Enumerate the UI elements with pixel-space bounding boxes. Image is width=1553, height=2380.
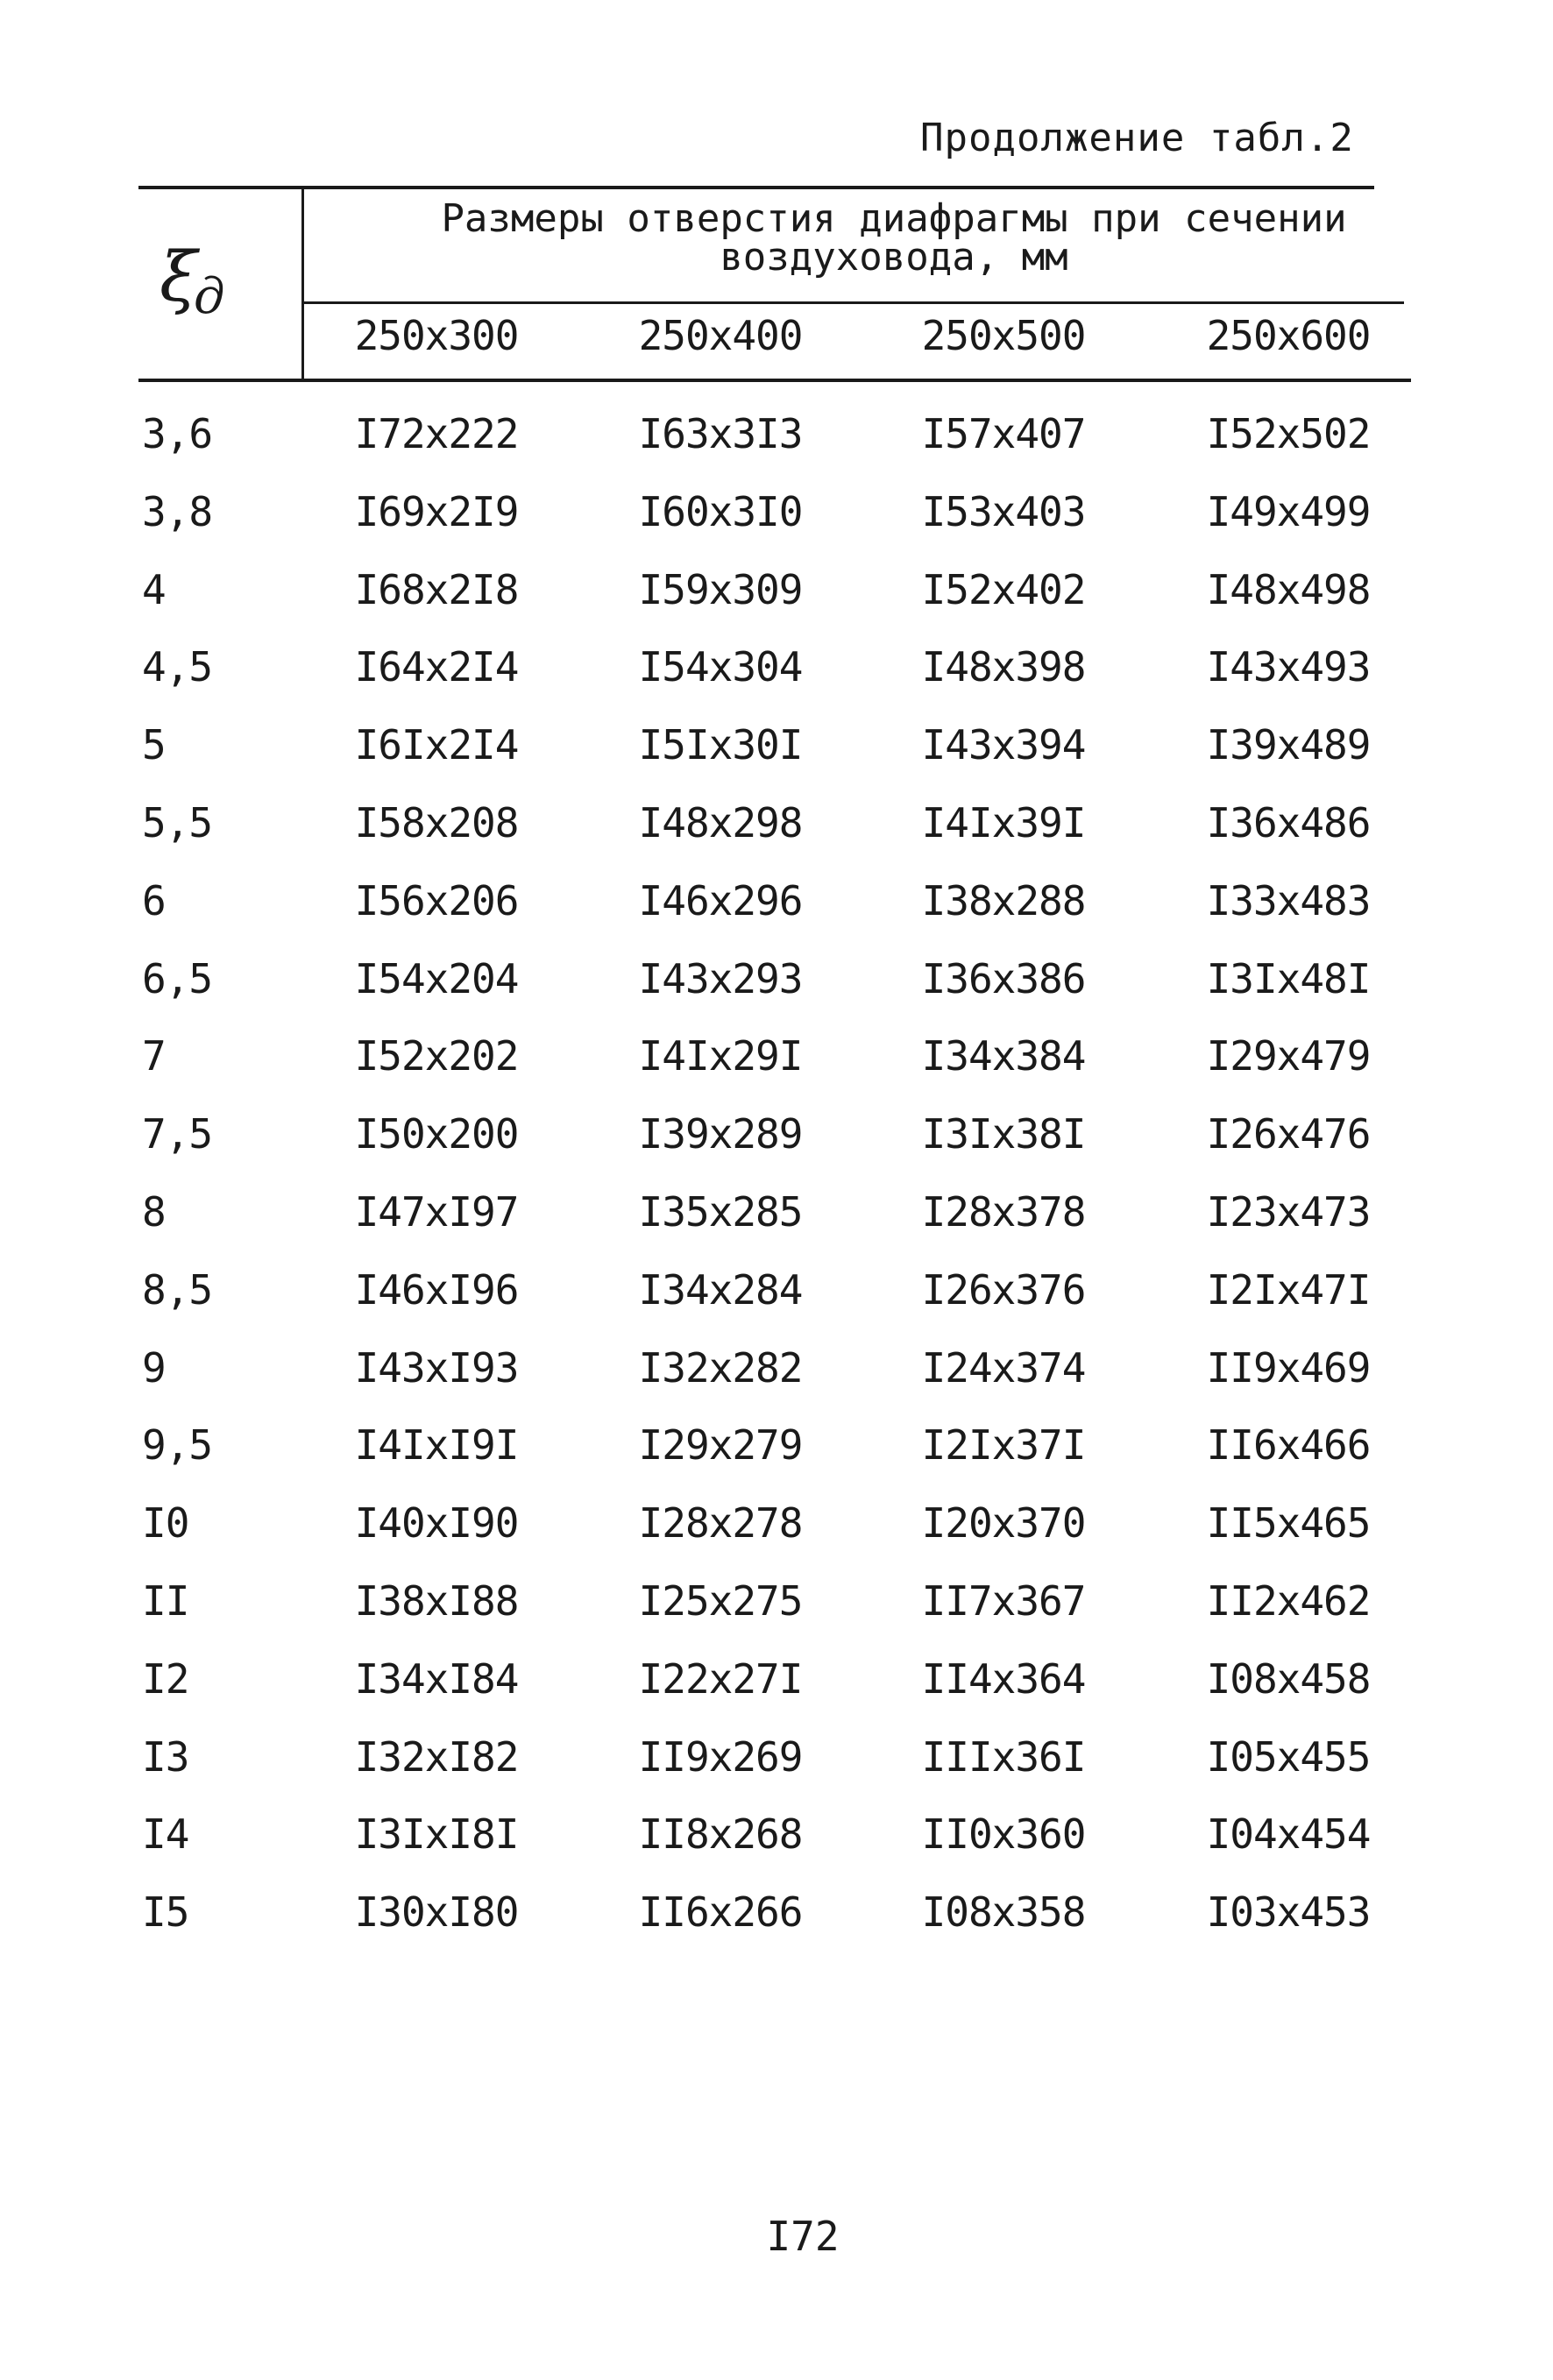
column-group-header-line2: воздуховода, мм [720, 235, 1068, 280]
table-row [0, 1344, 1553, 1422]
row-coefficient: 4 [142, 565, 166, 613]
row-coefficient: 8 [142, 1187, 166, 1236]
table-cell: I36x386 [921, 954, 1086, 1002]
table-cell: I48x398 [921, 643, 1086, 691]
row-coefficient: I3 [142, 1732, 189, 1781]
table-cell: I50x200 [354, 1110, 519, 1158]
table-cell: I64x2I4 [354, 643, 519, 691]
header-bottom-rule [138, 379, 1411, 382]
table-cell: I28x278 [638, 1499, 803, 1548]
table-cell: I57x407 [921, 410, 1086, 457]
table-cell: I2Ix47I [1206, 1265, 1371, 1314]
table-cell: I3Ix38I [921, 1110, 1086, 1158]
table-cell: I46x296 [638, 876, 803, 924]
table-cell: I48x298 [638, 798, 803, 846]
table-cell: I58x208 [354, 798, 519, 846]
table-cell: I22x27I [638, 1654, 803, 1703]
row-coefficient: 8,5 [142, 1265, 213, 1314]
table-row [0, 1577, 1553, 1655]
table-row [0, 1888, 1553, 1966]
table-cell: I33x483 [1206, 876, 1371, 924]
row-coefficient: I2 [142, 1654, 189, 1703]
row-coefficient: 5 [142, 721, 166, 769]
table-cell: I24x374 [921, 1343, 1086, 1392]
table-row [0, 721, 1553, 799]
table-cell: I43x394 [921, 721, 1086, 769]
table-cell: I39x489 [1206, 721, 1371, 769]
table-row [0, 799, 1553, 877]
row-coefficient: I5 [142, 1888, 189, 1937]
table-row [0, 1032, 1553, 1110]
table-row [0, 566, 1553, 644]
table-cell: II9x469 [1206, 1343, 1371, 1392]
table-cell: I4IxI9I [354, 1421, 519, 1470]
table-cell: I40xI90 [354, 1499, 519, 1548]
table-row [0, 488, 1553, 566]
table-cell: I20x370 [921, 1499, 1086, 1548]
table-cell: I49x499 [1206, 487, 1371, 535]
table-cell: I59x309 [638, 565, 803, 613]
table-cell: I38xI88 [354, 1576, 519, 1625]
row-coefficient: 7,5 [142, 1110, 213, 1158]
column-header-250x600: 250x600 [1206, 312, 1371, 359]
table-cell: I03x453 [1206, 1888, 1371, 1937]
table-row [0, 1421, 1553, 1499]
table-cell: I63x3I3 [638, 410, 803, 457]
table-cell: II5x465 [1206, 1499, 1371, 1548]
row-coefficient: 4,5 [142, 643, 213, 691]
row-coefficient: 9,5 [142, 1421, 213, 1470]
table-cell: I04x454 [1206, 1810, 1371, 1859]
table-row [0, 1810, 1553, 1888]
table-cell: I48x498 [1206, 565, 1371, 613]
table-cell: I3IxI8I [354, 1810, 519, 1859]
table-cell: II6x466 [1206, 1421, 1371, 1470]
table-cell: I72x222 [354, 410, 519, 457]
row-coefficient: 6 [142, 876, 166, 924]
table-row [0, 643, 1553, 721]
table-cell: I05x455 [1206, 1732, 1371, 1781]
table-cell: I2Ix37I [921, 1421, 1086, 1470]
table-cell: I3Ix48I [1206, 954, 1371, 1002]
table-cell: I4Ix29I [638, 1032, 803, 1080]
table-row [0, 1266, 1553, 1344]
column-group-header [346, 196, 1442, 280]
table-cell: I43x293 [638, 954, 803, 1002]
table-row [0, 1655, 1553, 1733]
row-coefficient: 9 [142, 1343, 166, 1392]
table-cell: I4Ix39I [921, 798, 1086, 846]
table-cell: I38x288 [921, 876, 1086, 924]
coefficient-symbol-letter: ξ [160, 238, 197, 317]
table-cell: I52x502 [1206, 410, 1371, 457]
table-cell: I08x358 [921, 1888, 1086, 1937]
table-cell: I28x378 [921, 1187, 1086, 1236]
table-cell: I34x284 [638, 1265, 803, 1314]
header-group-rule [303, 301, 1404, 304]
table-cell: I08x458 [1206, 1654, 1371, 1703]
table-cell: I26x376 [921, 1265, 1086, 1314]
row-coefficient: 5,5 [142, 798, 213, 846]
row-coefficient: I4 [142, 1810, 189, 1859]
row-coefficient: 6,5 [142, 954, 213, 1002]
table-cell: I54x204 [354, 954, 519, 1002]
table-row [0, 877, 1553, 955]
table-cell: I53x403 [921, 487, 1086, 535]
table-cell: I56x206 [354, 876, 519, 924]
table-row [0, 1188, 1553, 1266]
row-coefficient: II [142, 1576, 189, 1625]
table-cell: I26x476 [1206, 1110, 1371, 1158]
table-cell: I69x2I9 [354, 487, 519, 535]
table-cell: I52x202 [354, 1032, 519, 1080]
table-cell: II8x268 [638, 1810, 803, 1859]
column-header-250x400: 250x400 [638, 312, 803, 359]
table-cell: I35x285 [638, 1187, 803, 1236]
table-cell: I29x279 [638, 1421, 803, 1470]
table-cell: I5Ix30I [638, 721, 803, 769]
column-header-250x300: 250x300 [354, 312, 519, 359]
row-coefficient: 7 [142, 1032, 166, 1080]
table-cell: I68x2I8 [354, 565, 519, 613]
table-cell: II7x367 [921, 1576, 1086, 1625]
table-cell: I43x493 [1206, 643, 1371, 691]
coefficient-symbol-subscript: д [193, 268, 225, 325]
table-row [0, 955, 1553, 1033]
table-cell: I6Ix2I4 [354, 721, 519, 769]
table-cell: II6x266 [638, 1888, 803, 1937]
page-number: I72 [766, 2213, 840, 2260]
table-cell: I30xI80 [354, 1888, 519, 1937]
table-cell: II9x269 [638, 1732, 803, 1781]
table-cell: I47xI97 [354, 1187, 519, 1236]
table-body [0, 410, 1553, 1966]
table-cell: I60x3I0 [638, 487, 803, 535]
table-cell: I46xI96 [354, 1265, 519, 1314]
table-cell: IIIx36I [921, 1732, 1086, 1781]
row-coefficient: I0 [142, 1499, 189, 1548]
table-cell: II0x360 [921, 1810, 1086, 1859]
table-cell: I23x473 [1206, 1187, 1371, 1236]
table-cell: II4x364 [921, 1654, 1086, 1703]
table-cell: II2x462 [1206, 1576, 1371, 1625]
row-coefficient: 3,6 [142, 410, 213, 457]
table-cell: I43xI93 [354, 1343, 519, 1392]
table-cell: I25x275 [638, 1576, 803, 1625]
table-row [0, 410, 1553, 488]
table-cell: I54x304 [638, 643, 803, 691]
table-row [0, 1499, 1553, 1577]
column-group-header-line1: Размеры отверстия диафрагмы при сечении [441, 196, 1347, 241]
table-top-rule [138, 186, 1374, 189]
column-header-250x500: 250x500 [921, 312, 1086, 359]
table-row [0, 1733, 1553, 1811]
table-cell: I32xI82 [354, 1732, 519, 1781]
table-cell: I32x282 [638, 1343, 803, 1392]
table-cell: I36x486 [1206, 798, 1371, 846]
row-coefficient: 3,8 [142, 487, 213, 535]
table-row [0, 1110, 1553, 1188]
table-caption: Продолжение табл.2 [920, 116, 1354, 160]
table-cell: I39x289 [638, 1110, 803, 1158]
table-cell: I34xI84 [354, 1654, 519, 1703]
table-cell: I29x479 [1206, 1032, 1371, 1080]
table-cell: I34x384 [921, 1032, 1086, 1080]
table-cell: I52x402 [921, 565, 1086, 613]
coefficient-symbol [160, 238, 228, 325]
